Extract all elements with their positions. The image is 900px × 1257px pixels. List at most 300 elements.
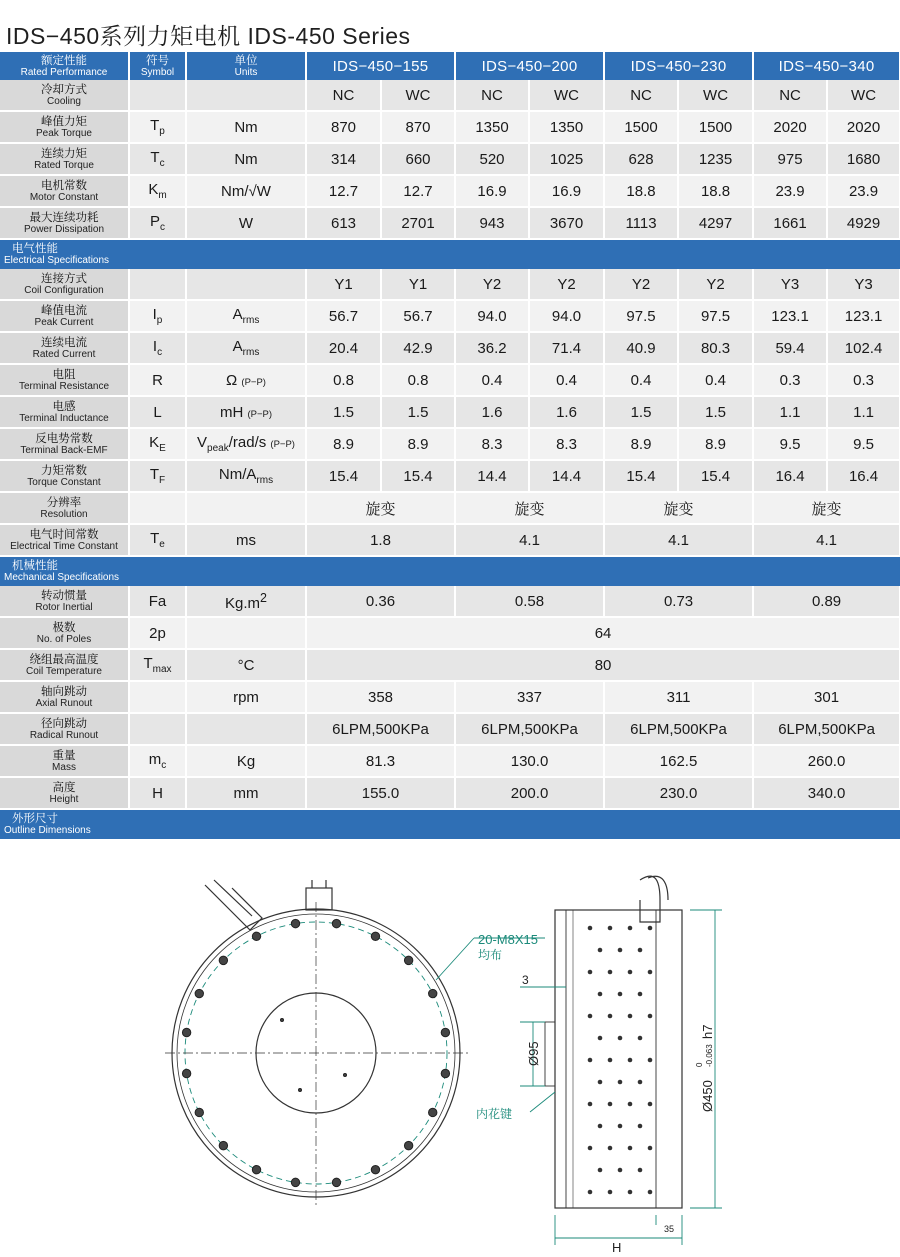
value-cell: 0.8	[381, 364, 455, 396]
mark-dot	[299, 1089, 302, 1092]
side-hole	[588, 970, 593, 975]
value-cell: 311	[604, 681, 753, 713]
value-cell: 9.5	[827, 428, 900, 460]
symbol-cell	[129, 681, 186, 713]
value-cell: WC	[678, 80, 753, 111]
side-hole	[588, 926, 593, 931]
value-cell: Y2	[455, 269, 529, 300]
value-cell: 旋变	[455, 492, 604, 524]
unit-cell	[186, 492, 306, 524]
spec-row	[0, 207, 900, 239]
value-cell: 123.1	[753, 300, 827, 332]
symbol-cell: $T_F$	[129, 460, 186, 492]
value-cell: 1661	[753, 207, 827, 239]
dim-3: 3	[522, 973, 529, 987]
spec-row	[0, 460, 900, 492]
header-model: IDS−450−200	[455, 52, 604, 80]
unit-cell: ms	[186, 524, 306, 556]
unit-cell: rpm	[186, 681, 306, 713]
side-hole	[598, 1080, 603, 1085]
value-cell: 162.5	[604, 745, 753, 777]
value-cell: 1500	[678, 111, 753, 143]
value-cell: 15.4	[604, 460, 678, 492]
value-cell: 155.0	[306, 777, 455, 809]
spec-row	[0, 649, 900, 681]
dim-450-group	[695, 1025, 715, 1112]
row-label: 重量 Mass	[0, 745, 129, 777]
value-cell: 64	[306, 617, 900, 649]
spec-row	[0, 713, 900, 745]
row-label: 径向跳动 Radical Runout	[0, 713, 129, 745]
side-view	[545, 876, 682, 1208]
spec-row	[0, 524, 900, 556]
value-cell: 97.5	[678, 300, 753, 332]
unit-cell	[186, 269, 306, 300]
spec-row	[0, 586, 900, 617]
header-row	[0, 52, 900, 80]
value-cell: 16.4	[827, 460, 900, 492]
value-cell: 0.73	[604, 586, 753, 617]
header-symbol: 符号 Symbol	[129, 52, 186, 80]
symbol-cell	[129, 269, 186, 300]
value-cell: 340.0	[753, 777, 900, 809]
mark-dot	[344, 1074, 347, 1077]
side-hole	[628, 970, 633, 975]
row-label: 峰值电流 Peak Current	[0, 300, 129, 332]
side-hole	[588, 1102, 593, 1107]
spec-row	[0, 428, 900, 460]
bolt-hole	[182, 1028, 190, 1036]
value-cell: 15.4	[381, 460, 455, 492]
value-cell: 12.7	[381, 175, 455, 207]
side-hole	[618, 1168, 623, 1173]
value-cell: 301	[753, 681, 900, 713]
side-hole	[618, 1124, 623, 1129]
value-cell: 6LPM,500KPa	[455, 713, 604, 745]
unit-cell: W	[186, 207, 306, 239]
symbol-cell: $T_e$	[129, 524, 186, 556]
row-label: 力矩常数 Torque Constant	[0, 460, 129, 492]
row-label: 电感 Terminal Inductance	[0, 396, 129, 428]
value-cell: 314	[306, 143, 381, 175]
bolt-hole	[441, 1028, 449, 1036]
side-hole	[608, 970, 613, 975]
bolt-hole	[332, 1178, 340, 1186]
value-cell: 6LPM,500KPa	[604, 713, 753, 745]
value-cell: 358	[306, 681, 455, 713]
value-cell: 8.9	[381, 428, 455, 460]
value-cell: WC	[381, 80, 455, 111]
side-hole	[648, 926, 653, 931]
value-cell: Y2	[529, 269, 604, 300]
value-cell: 8.3	[529, 428, 604, 460]
section-outline: 外形尺寸 Outline Dimensions	[0, 809, 900, 839]
value-cell: 102.4	[827, 332, 900, 364]
value-cell: 520	[455, 143, 529, 175]
holes-label: 20-M8X15	[478, 932, 538, 947]
side-hole	[608, 1190, 613, 1195]
value-cell: Y1	[381, 269, 455, 300]
value-cell: 1680	[827, 143, 900, 175]
value-cell: 0.3	[753, 364, 827, 396]
symbol-cell: Fa	[129, 586, 186, 617]
value-cell: 3670	[529, 207, 604, 239]
spec-row	[0, 143, 900, 175]
side-holes	[588, 926, 653, 1195]
unit-cell: Nm	[186, 143, 306, 175]
value-cell: 6LPM,500KPa	[753, 713, 900, 745]
spec-row	[0, 300, 900, 332]
symbol-cell	[129, 80, 186, 111]
value-cell: 0.4	[455, 364, 529, 396]
value-cell: 0.89	[753, 586, 900, 617]
value-cell: 2020	[753, 111, 827, 143]
value-cell: 旋变	[604, 492, 753, 524]
value-cell: 36.2	[455, 332, 529, 364]
header-rated: 额定性能 Rated Performance	[0, 52, 129, 80]
value-cell: 1025	[529, 143, 604, 175]
spec-row	[0, 332, 900, 364]
unit-cell: $V_{peak}/rad/s$ (P−P)	[186, 428, 306, 460]
value-cell: 8.9	[604, 428, 678, 460]
value-cell: Y2	[678, 269, 753, 300]
side-hole	[588, 1058, 593, 1063]
section-mechanical: 机械性能 Mechanical Specifications	[0, 556, 900, 586]
header-units: 单位 Units	[186, 52, 306, 80]
side-hole	[598, 948, 603, 953]
page-title: IDS−450系列力矩电机 IDS-450 Series	[6, 23, 411, 49]
row-label: 轴向跳动 Axial Runout	[0, 681, 129, 713]
side-hole	[638, 992, 643, 997]
dim-35: 35	[664, 1224, 675, 1234]
row-label: 连续力矩 Rated Torque	[0, 143, 129, 175]
row-label: 电阻 Terminal Resistance	[0, 364, 129, 396]
dim-H: H	[612, 1240, 622, 1255]
front-view	[165, 880, 470, 1205]
symbol-cell: $T_{max}$	[129, 649, 186, 681]
unit-cell: $A_{rms}$	[186, 300, 306, 332]
value-cell: 40.9	[604, 332, 678, 364]
symbol-cell: R	[129, 364, 186, 396]
symbol-cell	[129, 713, 186, 745]
symbol-cell: 2p	[129, 617, 186, 649]
symbol-cell: L	[129, 396, 186, 428]
side-hole	[638, 1124, 643, 1129]
holes-cn-label: 均布	[478, 948, 503, 962]
value-cell: 1.1	[827, 396, 900, 428]
value-cell: 56.7	[306, 300, 381, 332]
value-cell: 旋变	[753, 492, 900, 524]
spec-row	[0, 111, 900, 143]
bolt-hole	[404, 956, 412, 964]
side-hole	[638, 948, 643, 953]
unit-cell: Nm	[186, 111, 306, 143]
value-cell: NC	[753, 80, 827, 111]
row-label: 反电势常数 Terminal Back-EMF	[0, 428, 129, 460]
value-cell: 97.5	[604, 300, 678, 332]
bolt-hole	[429, 989, 437, 997]
value-cell: WC	[529, 80, 604, 111]
unit-cell	[186, 617, 306, 649]
value-cell: 16.4	[753, 460, 827, 492]
value-cell: 16.9	[529, 175, 604, 207]
mark-dot	[281, 1019, 284, 1022]
bolt-hole	[371, 932, 379, 940]
unit-cell: Ω (P−P)	[186, 364, 306, 396]
value-cell: 94.0	[455, 300, 529, 332]
value-cell: 0.3	[827, 364, 900, 396]
value-cell: 613	[306, 207, 381, 239]
side-hole	[628, 1190, 633, 1195]
side-hole	[648, 1058, 653, 1063]
value-cell: 230.0	[604, 777, 753, 809]
row-label: 电气时间常数 Electrical Time Constant	[0, 524, 129, 556]
side-hole	[648, 1190, 653, 1195]
side-hole	[608, 1058, 613, 1063]
bolt-hole	[332, 919, 340, 927]
value-cell: 15.4	[678, 460, 753, 492]
spec-row	[0, 396, 900, 428]
spec-row	[0, 80, 900, 111]
value-cell: 1350	[529, 111, 604, 143]
value-cell: 337	[455, 681, 604, 713]
value-cell: 0.36	[306, 586, 455, 617]
side-hole	[588, 1190, 593, 1195]
value-cell: 18.8	[678, 175, 753, 207]
value-cell: 14.4	[455, 460, 529, 492]
unit-cell: $A_{rms}$	[186, 332, 306, 364]
side-hole	[638, 1168, 643, 1173]
value-cell: 80.3	[678, 332, 753, 364]
bolt-hole	[371, 1166, 379, 1174]
unit-cell: °C	[186, 649, 306, 681]
unit-cell: mm	[186, 777, 306, 809]
value-cell: 23.9	[753, 175, 827, 207]
value-cell: 42.9	[381, 332, 455, 364]
value-cell: 1235	[678, 143, 753, 175]
side-hole	[638, 1080, 643, 1085]
row-label: 连接方式 Coil Configuration	[0, 269, 129, 300]
bolt-hole	[195, 1108, 203, 1116]
value-cell: 1.5	[381, 396, 455, 428]
side-hole	[648, 1102, 653, 1107]
spec-row	[0, 745, 900, 777]
bolt-hole	[182, 1069, 190, 1077]
value-cell: 旋变	[306, 492, 455, 524]
spec-table	[0, 52, 900, 839]
value-cell: 8.9	[306, 428, 381, 460]
symbol-cell: H	[129, 777, 186, 809]
side-dimensions	[520, 910, 722, 1245]
value-cell: 1.1	[753, 396, 827, 428]
bolt-hole	[252, 932, 260, 940]
value-cell: Y3	[753, 269, 827, 300]
value-cell: 23.9	[827, 175, 900, 207]
side-hole	[608, 926, 613, 931]
spec-row	[0, 617, 900, 649]
dim-450-fit: h7	[700, 1024, 715, 1039]
side-hole	[598, 1168, 603, 1173]
header-model: IDS−450−340	[753, 52, 900, 80]
bolt-hole	[219, 1141, 227, 1149]
bolt-hole	[441, 1069, 449, 1077]
value-cell: 1.5	[306, 396, 381, 428]
value-cell: 0.4	[678, 364, 753, 396]
value-cell: 18.8	[604, 175, 678, 207]
value-cell: 0.4	[604, 364, 678, 396]
value-cell: 870	[306, 111, 381, 143]
value-cell: 8.3	[455, 428, 529, 460]
symbol-cell: $K_E$	[129, 428, 186, 460]
symbol-cell: $I_p$	[129, 300, 186, 332]
value-cell: 1.5	[678, 396, 753, 428]
value-cell: Y3	[827, 269, 900, 300]
value-cell: NC	[306, 80, 381, 111]
side-hole	[638, 1036, 643, 1041]
side-hole	[628, 926, 633, 931]
value-cell: 16.9	[455, 175, 529, 207]
side-hole	[618, 1036, 623, 1041]
value-cell: 0.4	[529, 364, 604, 396]
value-cell: 6LPM,500KPa	[306, 713, 455, 745]
value-cell: 15.4	[306, 460, 381, 492]
value-cell: WC	[827, 80, 900, 111]
side-hole	[618, 992, 623, 997]
spec-row	[0, 175, 900, 207]
dim-450-upper: 0	[695, 1062, 704, 1067]
row-label: 最大连续功耗 Power Dissipation	[0, 207, 129, 239]
symbol-cell: $I_c$	[129, 332, 186, 364]
value-cell: 4.1	[753, 524, 900, 556]
unit-cell: mH (P−P)	[186, 396, 306, 428]
value-cell: 2020	[827, 111, 900, 143]
side-hole	[628, 1058, 633, 1063]
bolt-hole	[404, 1141, 412, 1149]
value-cell: 1500	[604, 111, 678, 143]
row-label: 极数 No. of Poles	[0, 617, 129, 649]
unit-cell: $Kg.m^2$	[186, 586, 306, 617]
row-label: 连续电流 Rated Current	[0, 332, 129, 364]
value-cell: 9.5	[753, 428, 827, 460]
section-electrical: 电气性能 Electrical Specifications	[0, 239, 900, 269]
value-cell: 71.4	[529, 332, 604, 364]
dim-450: Ø450	[700, 1080, 715, 1112]
spec-row	[0, 364, 900, 396]
bolt-hole	[291, 1178, 299, 1186]
bolt-hole	[252, 1166, 260, 1174]
value-cell: NC	[455, 80, 529, 111]
side-hole	[588, 1014, 593, 1019]
value-cell: 12.7	[306, 175, 381, 207]
value-cell: 1.8	[306, 524, 455, 556]
value-cell: 4.1	[604, 524, 753, 556]
value-cell: 1350	[455, 111, 529, 143]
side-hole	[598, 1124, 603, 1129]
symbol-cell: $P_c$	[129, 207, 186, 239]
bolt-hole	[219, 956, 227, 964]
side-hole	[648, 970, 653, 975]
bolt-hole	[291, 919, 299, 927]
bolt-hole	[429, 1108, 437, 1116]
value-cell: 1.6	[455, 396, 529, 428]
row-label: 分辨率 Resolution	[0, 492, 129, 524]
value-cell: NC	[604, 80, 678, 111]
symbol-cell: $T_c$	[129, 143, 186, 175]
row-label: 峰值力矩 Peak Torque	[0, 111, 129, 143]
value-cell: 123.1	[827, 300, 900, 332]
bolt-hole	[195, 989, 203, 997]
value-cell: Y2	[604, 269, 678, 300]
side-hole	[588, 1146, 593, 1151]
spec-row	[0, 681, 900, 713]
unit-cell: $Nm/A_{rms}$	[186, 460, 306, 492]
value-cell: 1.5	[604, 396, 678, 428]
side-hole	[598, 1036, 603, 1041]
spline-label: 内花键	[476, 1107, 513, 1121]
side-hole	[608, 1102, 613, 1107]
value-cell: 94.0	[529, 300, 604, 332]
spec-row	[0, 492, 900, 524]
spec-row	[0, 777, 900, 809]
unit-cell: Kg	[186, 745, 306, 777]
unit-cell	[186, 80, 306, 111]
side-hole	[648, 1014, 653, 1019]
dim-450-lower: -0.063	[705, 1044, 714, 1067]
row-label: 绕组最高温度 Coil Temperature	[0, 649, 129, 681]
value-cell: 56.7	[381, 300, 455, 332]
row-label: 转动惯量 Rotor Inertial	[0, 586, 129, 617]
row-label: 高度 Height	[0, 777, 129, 809]
dim-95: Ø95	[526, 1041, 541, 1066]
header-model: IDS−450−155	[306, 52, 455, 80]
side-hole	[628, 1146, 633, 1151]
value-cell: 130.0	[455, 745, 604, 777]
value-cell: 943	[455, 207, 529, 239]
symbol-cell	[129, 492, 186, 524]
side-hole	[598, 992, 603, 997]
value-cell: 59.4	[753, 332, 827, 364]
row-label: 电机常数 Motor Constant	[0, 175, 129, 207]
side-hole	[648, 1146, 653, 1151]
row-label: 冷却方式 Cooling	[0, 80, 129, 111]
value-cell: 1113	[604, 207, 678, 239]
side-hole	[608, 1014, 613, 1019]
value-cell: 870	[381, 111, 455, 143]
value-cell: Y1	[306, 269, 381, 300]
value-cell: 0.8	[306, 364, 381, 396]
spec-row	[0, 269, 900, 300]
value-cell: 2701	[381, 207, 455, 239]
outline-drawing	[0, 860, 900, 1257]
symbol-cell: $m_c$	[129, 745, 186, 777]
value-cell: 975	[753, 143, 827, 175]
value-cell: 14.4	[529, 460, 604, 492]
value-cell: 20.4	[306, 332, 381, 364]
header-model: IDS−450−230	[604, 52, 753, 80]
value-cell: 260.0	[753, 745, 900, 777]
symbol-cell: $T_p$	[129, 111, 186, 143]
side-hole	[628, 1102, 633, 1107]
side-hole	[608, 1146, 613, 1151]
value-cell: 8.9	[678, 428, 753, 460]
side-hole	[618, 1080, 623, 1085]
symbol-cell: $K_m$	[129, 175, 186, 207]
value-cell: 628	[604, 143, 678, 175]
value-cell: 4297	[678, 207, 753, 239]
side-hole	[618, 948, 623, 953]
value-cell: 1.6	[529, 396, 604, 428]
side-hole	[628, 1014, 633, 1019]
